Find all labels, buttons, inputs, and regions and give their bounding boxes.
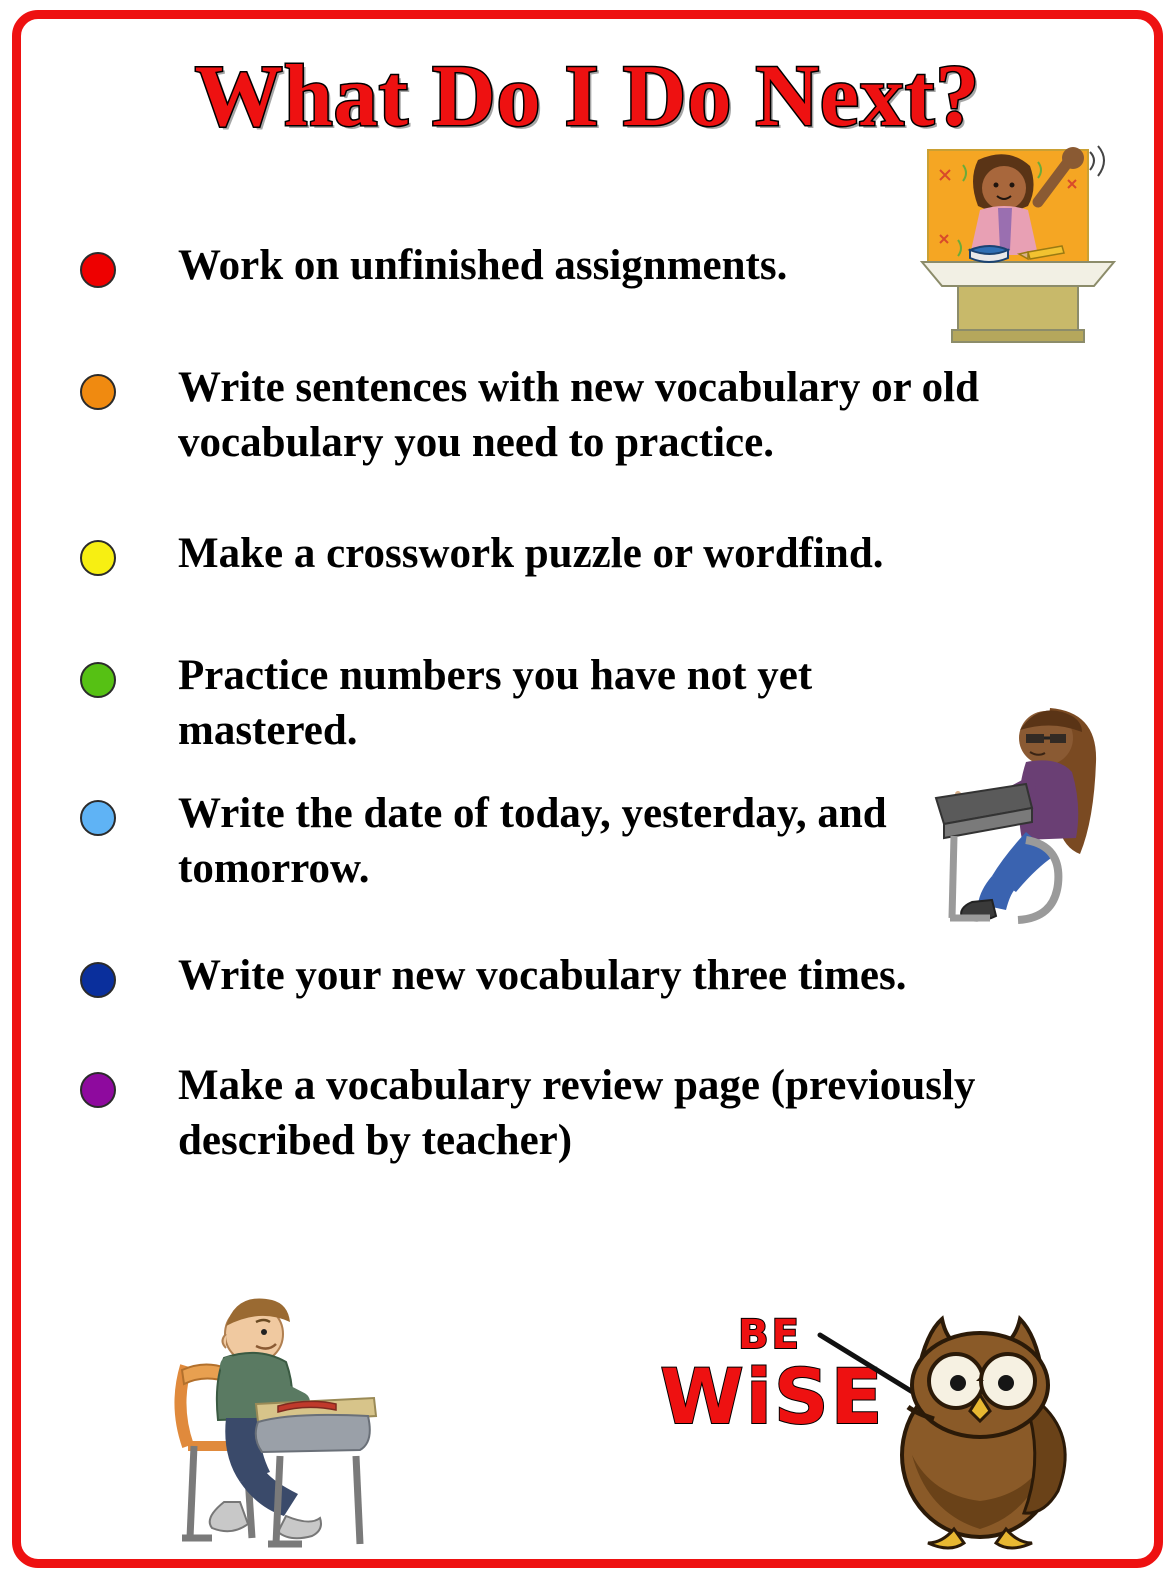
list-item-label: Practice numbers you have not yet mastered. (178, 652, 813, 755)
list-item (70, 948, 1080, 1008)
teacher-at-desk-image (918, 140, 1118, 390)
bullet-light-blue (80, 800, 116, 836)
list-item-label: Make a vocabulary review page (previously described by teacher) (178, 1062, 976, 1165)
bullet-yellow (80, 540, 116, 576)
girl-writing-image (930, 690, 1125, 950)
list-item-label: Make a crosswork puzzle or wordfind. (178, 530, 884, 578)
be-wise-line2: WiSE (660, 1352, 885, 1441)
list-item-label: Write your new vocabulary three times. (178, 952, 907, 1000)
list-item (70, 648, 1080, 758)
list-item (70, 1058, 1080, 1168)
list-item (70, 786, 1080, 896)
list-item-label: Write sentences with new vocabulary or old vocabulary you need to practice. (178, 364, 980, 467)
bullet-red (80, 252, 116, 288)
boy-at-desk-image (160, 1270, 400, 1570)
list-item-label: Write the date of today, yesterday, and tomorrow. (178, 790, 887, 893)
bullet-green (80, 662, 116, 698)
list-item (70, 526, 1080, 586)
page-title: What Do I Do Next? (194, 48, 981, 145)
be-wise-owl-image (650, 1255, 1100, 1555)
be-wise-line1: BE (738, 1312, 802, 1358)
bullet-blue (80, 962, 116, 998)
list-item-label: Work on unfinished assignments. (178, 242, 788, 289)
bullet-orange (80, 374, 116, 410)
bullet-purple (80, 1072, 116, 1108)
